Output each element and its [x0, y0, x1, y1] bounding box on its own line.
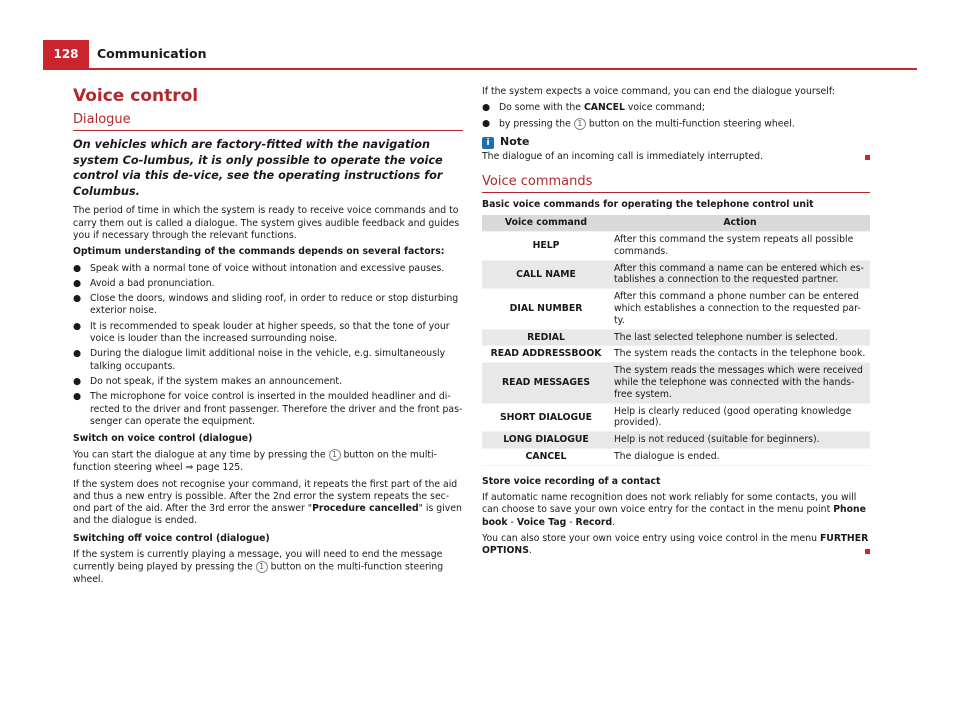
period: . — [528, 545, 532, 557]
command-cell: CANCEL — [525, 451, 567, 463]
note-label: Note — [500, 135, 530, 149]
command-cell: SHORT DIALOGUE — [499, 411, 593, 423]
list-item — [73, 263, 463, 275]
table-header-row — [482, 215, 870, 231]
command-cell: READ ADDRESSBOOK — [490, 348, 602, 360]
switch-off-text-2: button on the multi-function steering wheel. — [73, 561, 444, 586]
note-text: The dialogue of an incoming call is immediately interrupted. — [482, 150, 763, 162]
header-rule — [43, 68, 917, 70]
list-item — [73, 391, 463, 428]
list-item — [73, 348, 463, 373]
action-cell: The system reads the contacts in the telephone book. — [614, 348, 866, 360]
bullet-text: Avoid a bad pronunciation. — [90, 277, 215, 289]
bullet-icon: ● — [73, 348, 82, 360]
column-header: Voice command — [482, 215, 610, 231]
end-intro: If the system expects a voice command, you can end the dialogue yourself: — [482, 86, 835, 97]
lead-paragraph: On vehicles which are factory-fitted with the navigation system Co-lumbus, it is only possible to operate the voice control via this de-vice, see the operating instructions for Columbus. — [73, 138, 443, 198]
bullet-icon: ● — [73, 320, 82, 332]
command-cell: DIAL NUMBER — [509, 303, 583, 315]
action-cell: The last selected telephone number is selected. — [610, 329, 870, 346]
list-item — [73, 376, 463, 388]
bullet-icon: ● — [73, 277, 82, 289]
command-cell: CALL NAME — [482, 260, 610, 289]
switch-on-heading: Switch on voice control (dialogue) — [73, 433, 253, 445]
divider — [73, 130, 463, 131]
switch-on-text: You can start the dialogue at any time by pressing the — [73, 449, 326, 461]
table-row — [482, 363, 870, 403]
list-item — [73, 293, 463, 318]
command-cell: REDIAL — [482, 329, 610, 346]
table-row — [482, 260, 870, 289]
list-item — [482, 102, 870, 114]
section-title: Communication — [97, 46, 207, 61]
action-cell: After this command a phone number can be entered which establishes a connection to the requested par-ty. — [614, 291, 861, 326]
store-text: If automatic name recognition does not work reliably for some contacts, you will can choose to save your own voice entry for the contact in the menu point — [482, 492, 857, 516]
table-row — [482, 432, 870, 449]
action-cell: Help is not reduced (suitable for beginners). — [610, 432, 870, 449]
bullet-text: by pressing the — [499, 118, 571, 130]
list-item — [482, 118, 870, 131]
switch-off-text: If the system is currently playing a message, you will need to end the message currently being played by pressing the — [73, 549, 443, 573]
intro-paragraph: The period of time in which the system is ready to receive voice commands and to carry them out is called a dialogue. The system gives audible feedback and guides you if necessary through the relevant functions. — [73, 205, 460, 241]
bullet-text: During the dialogue limit additional noise in the vehicle, e.g. simultaneously talking occupants. — [90, 348, 446, 372]
switch-off-paragraph — [73, 549, 463, 586]
table-row — [482, 289, 870, 329]
bullet-icon: ● — [73, 262, 82, 274]
subsection-title: Dialogue — [73, 112, 131, 127]
list-item — [73, 278, 463, 290]
bullet-icon: ● — [73, 293, 82, 305]
left-column — [73, 86, 463, 590]
table-caption: Basic voice commands for operating the telephone control unit — [482, 198, 814, 210]
bullet-text: Do not speak, if the system makes an announcement. — [90, 375, 342, 387]
bullet-icon: ● — [73, 375, 82, 387]
button-1-icon: 1 — [329, 449, 341, 461]
menu-path: Record — [575, 516, 613, 528]
period: . — [612, 516, 616, 528]
action-cell: After this command the system repeats all possible commands. — [614, 234, 854, 257]
menu-path: Voice Tag — [516, 516, 567, 528]
bullet-icon: ● — [73, 391, 82, 403]
list-item — [73, 321, 463, 346]
bullet-text: Close the doors, windows and sliding roof, in order to reduce or stop disturbing exterior noise. — [90, 293, 459, 317]
right-column — [482, 86, 870, 562]
store2-text: You can also store your own voice entry using voice control in the menu — [482, 533, 817, 545]
action-cell: The system reads the messages which were received while the telephone was connected with the hands-free system. — [610, 363, 870, 403]
divider — [482, 192, 870, 193]
error-paragraph — [73, 479, 463, 528]
bullet-icon: ● — [482, 102, 491, 114]
action-cell: After this command a name can be entered which es-tablishes a connection to the requested partner. — [610, 260, 870, 289]
factor-list — [73, 263, 463, 429]
factors-heading: Optimum understanding of the commands depends on several factors: — [73, 246, 445, 258]
action-cell: Help is clearly reduced (good operating knowledge provided). — [614, 405, 852, 429]
store-paragraph — [482, 492, 870, 529]
page-title: Voice control — [73, 86, 199, 106]
table-row — [482, 329, 870, 346]
bullet-text: The microphone for voice control is inserted in the moulded headliner and di-rected to the driver and front passenger. Therefore the driver and the front pas-senger can operate the equipment. — [90, 391, 463, 427]
page-number: 128 — [43, 40, 89, 68]
bullet-text: It is recommended to speak louder at higher speeds, so that the tone of your voice is louder than the increased surrounding noise. — [90, 320, 450, 345]
store-paragraph-2 — [482, 533, 870, 558]
switch-on-paragraph — [73, 449, 463, 474]
menu-sep: - — [507, 516, 517, 528]
menu-sep: - — [566, 516, 576, 528]
table-body — [482, 232, 870, 466]
bullet-text-2: voice command; — [627, 102, 705, 114]
info-icon: i — [482, 137, 494, 149]
menu-path: FURTHER OPTIONS — [482, 533, 869, 557]
switch-off-heading: Switching off voice control (dialogue) — [73, 532, 270, 544]
button-1-icon: 1 — [574, 118, 586, 130]
error-text: If the system does not recognise your command, it repeats the first part of the aid and thus a new entry is possible. After the 2nd error the system repeats the sec-ond part of the aid. After the 3rd error the answer " — [73, 478, 458, 515]
table-row — [482, 232, 870, 261]
page-header — [0, 40, 960, 70]
end-marker-icon — [865, 549, 870, 554]
command-cell: READ MESSAGES — [482, 363, 610, 403]
bullet-text: Speak with a normal tone of voice without intonation and excessive pauses. — [90, 262, 445, 274]
table-row — [482, 346, 870, 363]
command-cell: LONG DIALOGUE — [482, 432, 610, 449]
store-heading: Store voice recording of a contact — [482, 475, 661, 487]
voice-commands-table — [482, 215, 870, 466]
action-cell: The dialogue is ended. — [614, 451, 720, 463]
error-text-2: " is given and the dialogue is ended. — [73, 503, 462, 527]
command-cell: HELP — [532, 239, 560, 251]
bullet-bold: CANCEL — [583, 102, 625, 114]
end-marker-icon — [865, 155, 870, 160]
switch-on-text-2: button on the multi-function steering wheel ⇒ page 125. — [73, 449, 437, 474]
voice-commands-title: Voice commands — [482, 173, 593, 189]
table-row — [482, 403, 870, 432]
button-1-icon: 1 — [256, 561, 268, 573]
note-header — [482, 136, 870, 148]
column-header: Action — [610, 215, 870, 231]
note-text-row — [482, 151, 870, 163]
bullet-text: Do some with the — [499, 102, 582, 114]
menu-path: Phone book — [482, 504, 866, 528]
bullet-icon: ● — [482, 117, 491, 129]
bullet-text-2: button on the multi-function steering wheel. — [588, 118, 795, 130]
table-row — [482, 449, 870, 466]
error-bold: Procedure cancelled — [312, 503, 419, 515]
